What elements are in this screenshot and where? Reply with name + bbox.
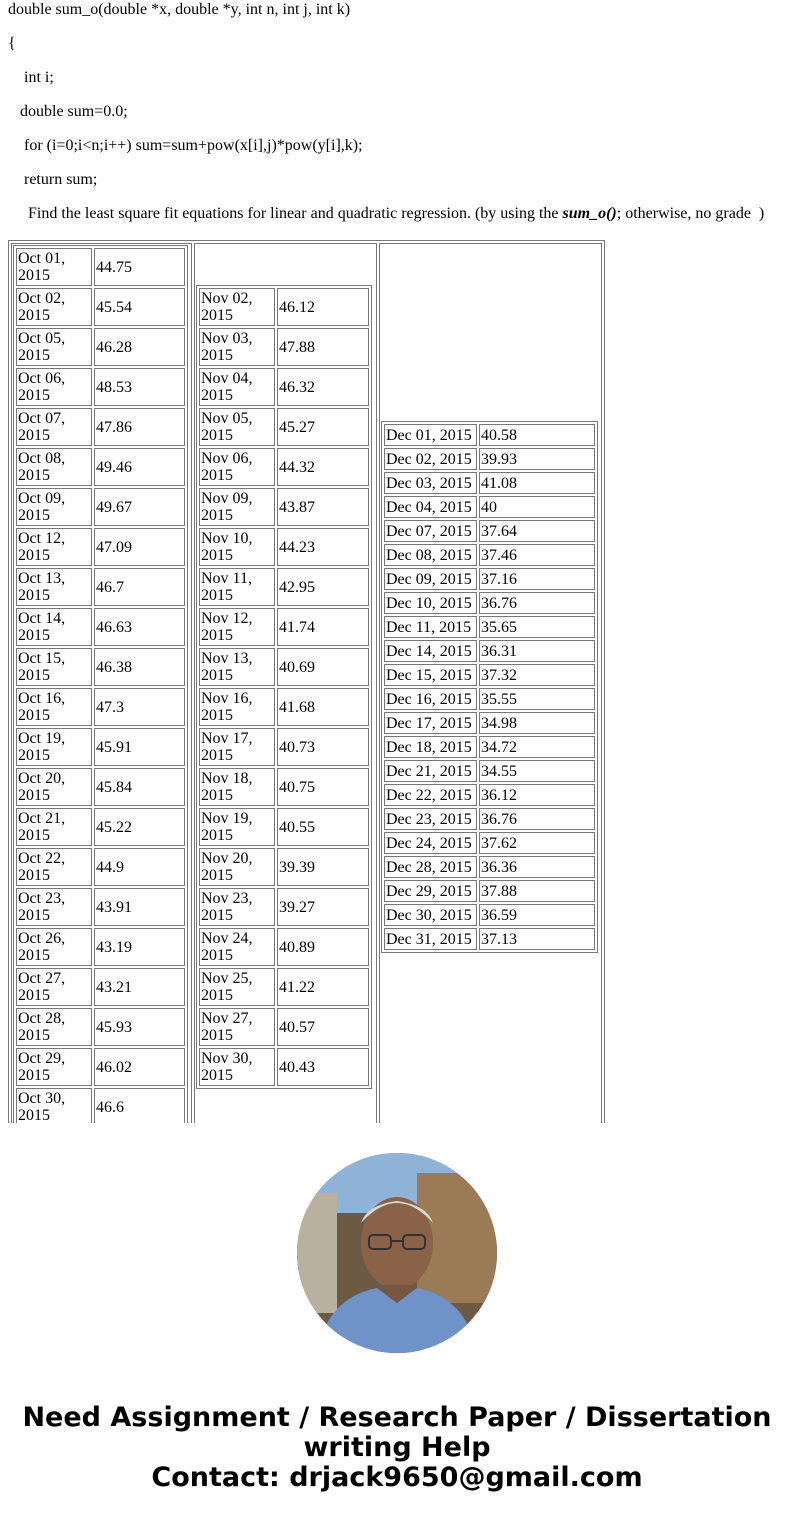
table-row bbox=[384, 448, 595, 470]
table-row bbox=[199, 488, 369, 526]
date-cell: Oct 26, 2015 bbox=[16, 928, 92, 966]
date-cell: Dec 22, 2015 bbox=[384, 784, 477, 806]
date-cell: Oct 16, 2015 bbox=[16, 688, 92, 726]
task-instruction bbox=[8, 204, 764, 224]
date-cell: Oct 19, 2015 bbox=[16, 728, 92, 766]
table-row bbox=[384, 928, 595, 950]
table-row bbox=[16, 808, 185, 846]
price-cell: 41.22 bbox=[277, 968, 369, 1006]
table-row bbox=[16, 568, 185, 606]
table-row bbox=[199, 1048, 369, 1086]
table-row bbox=[199, 928, 369, 966]
price-cell: 45.91 bbox=[94, 728, 185, 766]
price-cell: 40.43 bbox=[277, 1048, 369, 1086]
december-table bbox=[381, 421, 598, 953]
date-cell: Oct 06, 2015 bbox=[16, 368, 92, 406]
price-cell: 40.58 bbox=[479, 424, 595, 446]
price-cell: 44.23 bbox=[277, 528, 369, 566]
author-photo bbox=[297, 1153, 497, 1353]
table-row bbox=[199, 848, 369, 886]
date-cell: Nov 17, 2015 bbox=[199, 728, 275, 766]
table-row bbox=[199, 888, 369, 926]
date-cell: Dec 08, 2015 bbox=[384, 544, 477, 566]
price-cell: 45.27 bbox=[277, 408, 369, 446]
task-prefix: Find the least square fit equations for linear and quadratic regression. (by using the bbox=[8, 205, 563, 222]
task-suffix: ; otherwise, no grade ) bbox=[616, 205, 765, 222]
table-row bbox=[16, 608, 185, 646]
price-cell: 39.93 bbox=[479, 448, 595, 470]
table-row bbox=[384, 592, 595, 614]
table-row bbox=[16, 688, 185, 726]
date-cell: Nov 10, 2015 bbox=[199, 528, 275, 566]
price-cell: 39.27 bbox=[277, 888, 369, 926]
november-table bbox=[196, 285, 372, 1089]
table-row bbox=[384, 520, 595, 542]
price-cell: 46.28 bbox=[94, 328, 185, 366]
price-cell: 36.36 bbox=[479, 856, 595, 878]
price-cell: 40 bbox=[479, 496, 595, 518]
table-row bbox=[16, 328, 185, 366]
table-row bbox=[199, 968, 369, 1006]
table-row bbox=[16, 288, 185, 326]
price-cell: 34.55 bbox=[479, 760, 595, 782]
date-cell: Nov 18, 2015 bbox=[199, 768, 275, 806]
date-cell: Oct 02, 2015 bbox=[16, 288, 92, 326]
date-cell: Dec 30, 2015 bbox=[384, 904, 477, 926]
table-row bbox=[384, 784, 595, 806]
table-row bbox=[16, 848, 185, 886]
date-cell: Nov 13, 2015 bbox=[199, 648, 275, 686]
price-cell: 34.98 bbox=[479, 712, 595, 734]
price-cell: 40.89 bbox=[277, 928, 369, 966]
date-cell: Nov 24, 2015 bbox=[199, 928, 275, 966]
table-row bbox=[384, 664, 595, 686]
date-cell: Oct 29, 2015 bbox=[16, 1048, 92, 1086]
price-cell: 37.46 bbox=[479, 544, 595, 566]
price-cell: 37.32 bbox=[479, 664, 595, 686]
december-column bbox=[379, 243, 602, 1123]
price-cell: 47.3 bbox=[94, 688, 185, 726]
price-cell: 37.16 bbox=[479, 568, 595, 590]
table-row bbox=[384, 424, 595, 446]
table-row bbox=[384, 640, 595, 662]
table-row bbox=[384, 544, 595, 566]
table-row bbox=[16, 488, 185, 526]
date-cell: Nov 11, 2015 bbox=[199, 568, 275, 606]
date-cell: Oct 27, 2015 bbox=[16, 968, 92, 1006]
date-cell: Nov 27, 2015 bbox=[199, 1008, 275, 1046]
table-row bbox=[199, 808, 369, 846]
date-cell: Nov 23, 2015 bbox=[199, 888, 275, 926]
table-row bbox=[199, 688, 369, 726]
price-cell: 45.93 bbox=[94, 1008, 185, 1046]
table-row bbox=[384, 688, 595, 710]
price-cell: 37.13 bbox=[479, 928, 595, 950]
date-cell: Dec 17, 2015 bbox=[384, 712, 477, 734]
date-cell: Dec 18, 2015 bbox=[384, 736, 477, 758]
price-cell: 47.86 bbox=[94, 408, 185, 446]
price-cell: 43.87 bbox=[277, 488, 369, 526]
price-cell: 46.02 bbox=[94, 1048, 185, 1086]
table-row bbox=[199, 768, 369, 806]
price-cell: 41.68 bbox=[277, 688, 369, 726]
price-cell: 34.72 bbox=[479, 736, 595, 758]
date-cell: Oct 20, 2015 bbox=[16, 768, 92, 806]
date-cell: Oct 21, 2015 bbox=[16, 808, 92, 846]
date-cell: Oct 13, 2015 bbox=[16, 568, 92, 606]
date-cell: Dec 23, 2015 bbox=[384, 808, 477, 830]
price-cell: 45.54 bbox=[94, 288, 185, 326]
table-row bbox=[199, 728, 369, 766]
date-cell: Nov 20, 2015 bbox=[199, 848, 275, 886]
date-cell: Oct 01, 2015 bbox=[16, 248, 92, 286]
date-cell: Oct 22, 2015 bbox=[16, 848, 92, 886]
date-cell: Nov 05, 2015 bbox=[199, 408, 275, 446]
date-cell: Nov 16, 2015 bbox=[199, 688, 275, 726]
date-cell: Oct 14, 2015 bbox=[16, 608, 92, 646]
date-cell: Dec 09, 2015 bbox=[384, 568, 477, 590]
price-cell: 43.91 bbox=[94, 888, 185, 926]
price-cell: 47.88 bbox=[277, 328, 369, 366]
table-row bbox=[199, 608, 369, 646]
price-cell: 35.55 bbox=[479, 688, 595, 710]
price-cell: 44.32 bbox=[277, 448, 369, 486]
october-table bbox=[13, 245, 188, 1123]
footer-contact: Contact: drjack9650@gmail.com bbox=[151, 1462, 643, 1493]
date-cell: Nov 19, 2015 bbox=[199, 808, 275, 846]
date-cell: Oct 12, 2015 bbox=[16, 528, 92, 566]
date-cell: Dec 10, 2015 bbox=[384, 592, 477, 614]
footer-line-1: Need Assignment / Research Paper / Dissertation bbox=[22, 1402, 772, 1433]
table-row bbox=[16, 888, 185, 926]
table-row bbox=[199, 368, 369, 406]
price-cell: 46.12 bbox=[277, 288, 369, 326]
price-cell: 37.64 bbox=[479, 520, 595, 542]
november-column bbox=[194, 243, 377, 1123]
date-cell: Dec 02, 2015 bbox=[384, 448, 477, 470]
table-row bbox=[16, 1008, 185, 1046]
date-cell: Oct 23, 2015 bbox=[16, 888, 92, 926]
date-cell: Nov 02, 2015 bbox=[199, 288, 275, 326]
stock-price-table bbox=[8, 240, 605, 1123]
price-cell: 40.73 bbox=[277, 728, 369, 766]
price-cell: 43.21 bbox=[94, 968, 185, 1006]
table-row bbox=[16, 368, 185, 406]
table-row bbox=[384, 832, 595, 854]
price-cell: 44.75 bbox=[94, 248, 185, 286]
table-row bbox=[16, 768, 185, 806]
price-cell: 43.19 bbox=[94, 928, 185, 966]
date-cell: Dec 01, 2015 bbox=[384, 424, 477, 446]
price-cell: 37.62 bbox=[479, 832, 595, 854]
price-cell: 40.69 bbox=[277, 648, 369, 686]
price-cell: 46.7 bbox=[94, 568, 185, 606]
portrait-image bbox=[297, 1153, 497, 1353]
october-column bbox=[11, 243, 192, 1123]
code-line-return: return sum; bbox=[8, 171, 98, 188]
price-cell: 45.84 bbox=[94, 768, 185, 806]
date-cell: Oct 08, 2015 bbox=[16, 448, 92, 486]
date-cell: Nov 03, 2015 bbox=[199, 328, 275, 366]
price-cell: 46.6 bbox=[94, 1088, 185, 1123]
price-cell: 46.32 bbox=[277, 368, 369, 406]
date-cell: Dec 15, 2015 bbox=[384, 664, 477, 686]
table-row bbox=[16, 1048, 185, 1086]
price-cell: 36.12 bbox=[479, 784, 595, 806]
date-cell: Oct 09, 2015 bbox=[16, 488, 92, 526]
date-cell: Dec 31, 2015 bbox=[384, 928, 477, 950]
price-cell: 47.09 bbox=[94, 528, 185, 566]
code-line-sum-decl: double sum=0.0; bbox=[8, 103, 128, 120]
date-cell: Nov 25, 2015 bbox=[199, 968, 275, 1006]
table-row bbox=[16, 648, 185, 686]
data-tables-container bbox=[8, 240, 605, 1123]
price-cell: 48.53 bbox=[94, 368, 185, 406]
table-row bbox=[16, 528, 185, 566]
date-cell: Oct 07, 2015 bbox=[16, 408, 92, 446]
price-cell: 41.74 bbox=[277, 608, 369, 646]
price-cell: 36.76 bbox=[479, 592, 595, 614]
date-cell: Oct 05, 2015 bbox=[16, 328, 92, 366]
price-cell: 40.57 bbox=[277, 1008, 369, 1046]
price-cell: 49.67 bbox=[94, 488, 185, 526]
price-cell: 41.08 bbox=[479, 472, 595, 494]
table-row bbox=[16, 968, 185, 1006]
footer-advert bbox=[0, 1403, 794, 1493]
price-cell: 46.38 bbox=[94, 648, 185, 686]
price-cell: 42.95 bbox=[277, 568, 369, 606]
price-cell: 39.39 bbox=[277, 848, 369, 886]
price-cell: 40.55 bbox=[277, 808, 369, 846]
price-cell: 36.76 bbox=[479, 808, 595, 830]
table-row bbox=[384, 472, 595, 494]
table-row bbox=[16, 248, 185, 286]
date-cell: Dec 16, 2015 bbox=[384, 688, 477, 710]
table-row bbox=[384, 712, 595, 734]
table-row bbox=[199, 408, 369, 446]
table-row bbox=[384, 880, 595, 902]
code-line-open-brace: { bbox=[8, 35, 16, 52]
footer-line-2: writing Help bbox=[303, 1432, 491, 1463]
table-row bbox=[384, 496, 595, 518]
price-cell: 36.59 bbox=[479, 904, 595, 926]
date-cell: Dec 03, 2015 bbox=[384, 472, 477, 494]
price-cell: 37.88 bbox=[479, 880, 595, 902]
price-cell: 44.9 bbox=[94, 848, 185, 886]
price-cell: 36.31 bbox=[479, 640, 595, 662]
table-row bbox=[384, 856, 595, 878]
code-line-int-decl: int i; bbox=[8, 69, 54, 86]
task-function-name: sum_o() bbox=[562, 205, 617, 222]
table-row bbox=[199, 528, 369, 566]
date-cell: Oct 30, 2015 bbox=[16, 1088, 92, 1123]
date-cell: Dec 11, 2015 bbox=[384, 616, 477, 638]
table-row bbox=[16, 928, 185, 966]
date-cell: Oct 28, 2015 bbox=[16, 1008, 92, 1046]
table-row bbox=[384, 808, 595, 830]
price-cell: 40.75 bbox=[277, 768, 369, 806]
code-line-for-loop: for (i=0;i<n;i++) sum=sum+pow(x[i],j)*pow(y[i],k); bbox=[8, 137, 363, 154]
date-cell: Nov 30, 2015 bbox=[199, 1048, 275, 1086]
date-cell: Oct 15, 2015 bbox=[16, 648, 92, 686]
table-row bbox=[199, 1008, 369, 1046]
date-cell: Nov 06, 2015 bbox=[199, 448, 275, 486]
table-row bbox=[199, 328, 369, 366]
price-cell: 35.65 bbox=[479, 616, 595, 638]
code-line-signature: double sum_o(double *x, double *y, int n, int j, int k) bbox=[8, 1, 351, 18]
table-row bbox=[384, 616, 595, 638]
table-row bbox=[384, 736, 595, 758]
date-cell: Dec 07, 2015 bbox=[384, 520, 477, 542]
table-row bbox=[16, 448, 185, 486]
date-cell: Nov 12, 2015 bbox=[199, 608, 275, 646]
date-cell: Dec 29, 2015 bbox=[384, 880, 477, 902]
table-row bbox=[16, 728, 185, 766]
table-row bbox=[199, 648, 369, 686]
table-row bbox=[199, 448, 369, 486]
table-row bbox=[384, 760, 595, 782]
price-cell: 46.63 bbox=[94, 608, 185, 646]
date-cell: Dec 28, 2015 bbox=[384, 856, 477, 878]
price-cell: 45.22 bbox=[94, 808, 185, 846]
table-row bbox=[384, 568, 595, 590]
date-cell: Dec 14, 2015 bbox=[384, 640, 477, 662]
date-cell: Nov 09, 2015 bbox=[199, 488, 275, 526]
table-row bbox=[16, 408, 185, 446]
table-row bbox=[199, 288, 369, 326]
date-cell: Dec 21, 2015 bbox=[384, 760, 477, 782]
table-row bbox=[199, 568, 369, 606]
date-cell: Dec 04, 2015 bbox=[384, 496, 477, 518]
table-row bbox=[384, 904, 595, 926]
table-row bbox=[16, 1088, 185, 1123]
price-cell: 49.46 bbox=[94, 448, 185, 486]
date-cell: Nov 04, 2015 bbox=[199, 368, 275, 406]
date-cell: Dec 24, 2015 bbox=[384, 832, 477, 854]
